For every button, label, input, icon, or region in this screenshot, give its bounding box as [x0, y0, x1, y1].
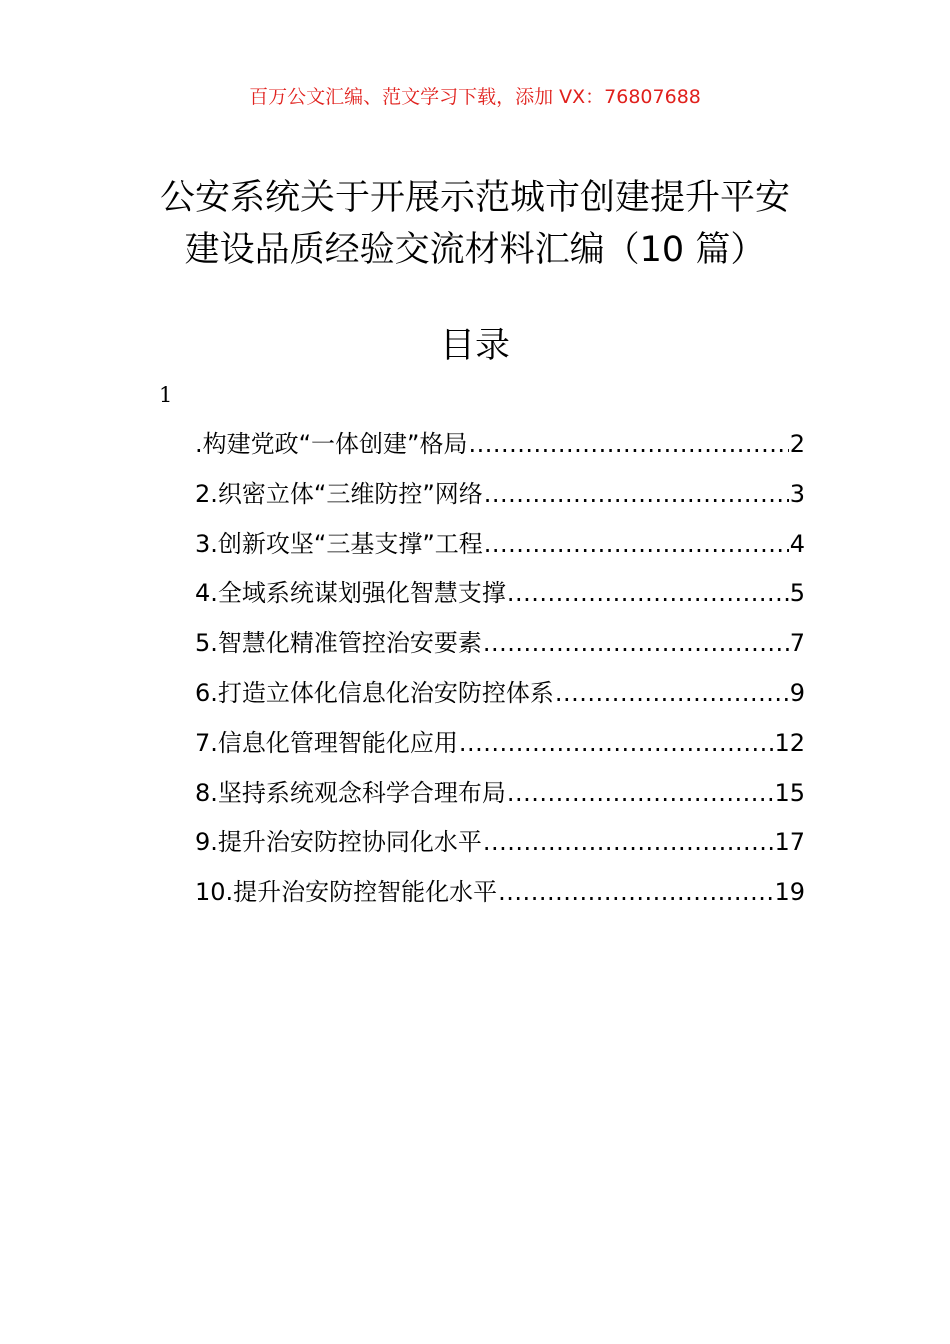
toc-leader-dots	[507, 773, 774, 813]
toc-entry-page: 12	[774, 728, 805, 757]
toc-leader-dots	[483, 623, 789, 663]
toc-leader-dots	[555, 673, 789, 713]
document-title-line-1: 公安系统关于开展示范城市创建提升平安	[159, 178, 790, 218]
toc-entry-page: 7	[789, 629, 805, 658]
toc-entry-label: 10.提升治安防控智能化水平	[195, 878, 498, 907]
toc-entry[interactable]	[195, 573, 805, 623]
toc-entry-page: 17	[774, 828, 805, 857]
toc-leader-dots	[459, 723, 774, 763]
toc-entry-label: .构建党政“一体创建”格局	[195, 430, 468, 458]
toc-entry-label: 9.提升治安防控协同化水平	[195, 828, 482, 857]
toc-leader-dots	[484, 474, 789, 514]
toc-list	[195, 424, 805, 922]
toc-entry-label: 8.坚持系统观念科学合理布局	[195, 778, 506, 807]
toc-entry[interactable]	[195, 623, 805, 673]
toc-entry-label: 5.智慧化精准管控治安要素	[195, 629, 482, 658]
toc-entry[interactable]	[195, 723, 805, 773]
toc-entry[interactable]	[195, 673, 805, 723]
toc-entry-label: 3.创新攻坚“三基支撑”工程	[195, 529, 483, 558]
document-title	[0, 172, 950, 276]
toc-entry-label: 7.信息化管理智能化应用	[195, 728, 458, 757]
toc-entry[interactable]	[195, 474, 805, 524]
toc-entry-page: 9	[789, 678, 805, 707]
toc-entry[interactable]	[195, 524, 805, 574]
toc-entry-page: 19	[774, 878, 805, 907]
toc-entry-page: 2	[789, 430, 805, 458]
toc-entry-page: 15	[774, 778, 805, 807]
toc-entry-page: 4	[789, 529, 805, 558]
toc-leader-dots	[507, 573, 789, 613]
document-title-line-2: 建设品质经验交流材料汇编（10 篇）	[184, 230, 766, 270]
toc-entry[interactable]	[195, 773, 805, 823]
toc-stray-number: 1	[159, 383, 173, 407]
toc-entry-label: 6.打造立体化信息化治安防控体系	[195, 678, 554, 707]
toc-entry[interactable]	[195, 822, 805, 872]
toc-leader-dots	[469, 424, 789, 464]
toc-heading: 目录	[439, 326, 510, 366]
toc-entry[interactable]	[195, 424, 805, 474]
toc-leader-dots	[483, 822, 774, 862]
toc-entry-page: 5	[789, 579, 805, 608]
header-banner: 百万公文汇编、范文学习下载，添加 VX：76807688	[249, 86, 701, 108]
toc-leader-dots	[498, 872, 773, 912]
toc-entry-label: 2.织密立体“三维防控”网络	[195, 479, 483, 508]
toc-entry-page: 3	[789, 479, 805, 508]
toc-entry[interactable]	[195, 872, 805, 922]
toc-leader-dots	[484, 524, 789, 564]
toc-entry-label: 4.全域系统谋划强化智慧支撑	[195, 579, 506, 608]
